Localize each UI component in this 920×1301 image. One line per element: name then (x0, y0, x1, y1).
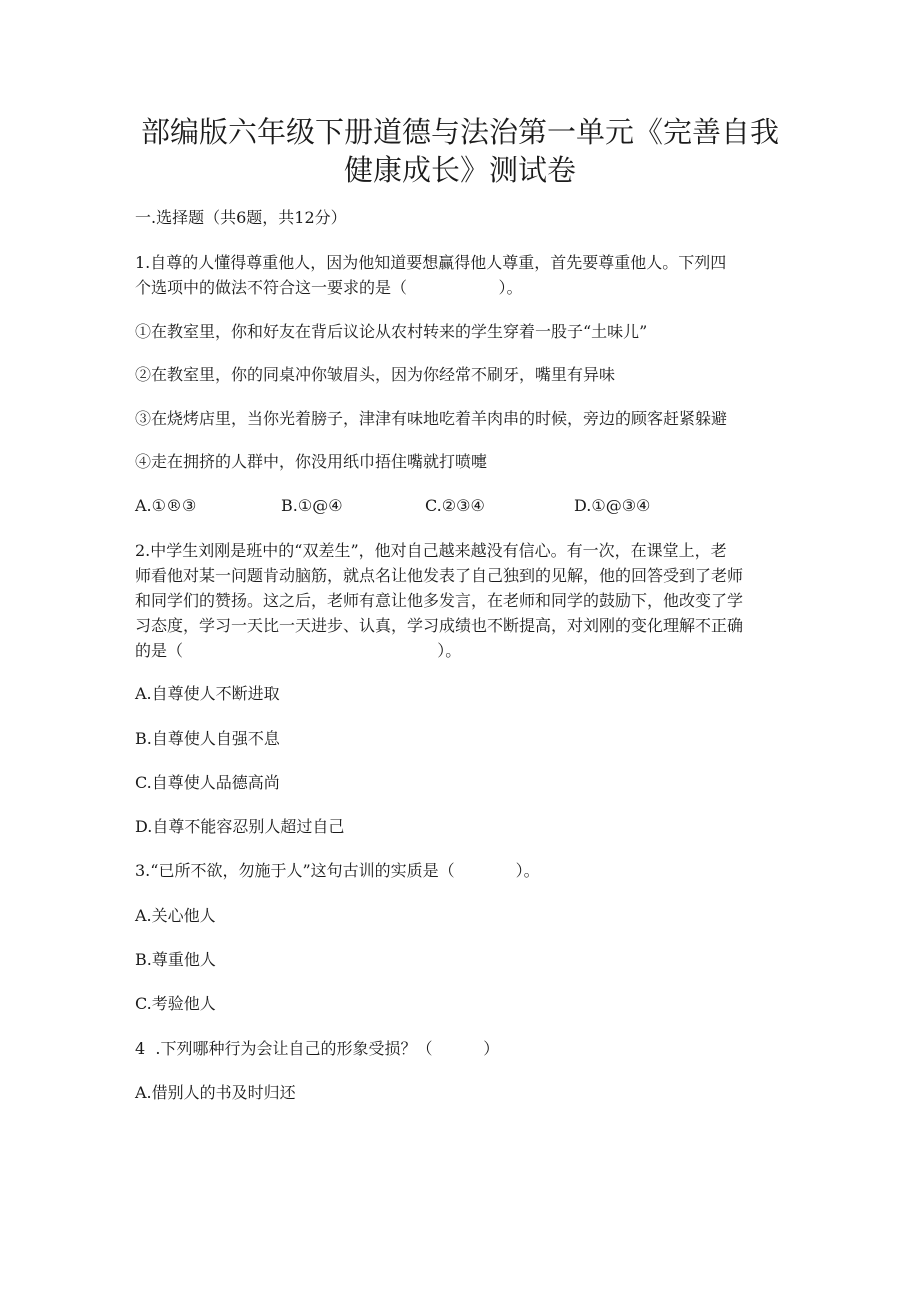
q2-stem-line2: 师看他对某一问题肯动脑筋，就点名让他发表了自己独到的见解，他的回答受到了老师 (135, 566, 744, 585)
q2-choice-a: A.自尊使人不断进取 (135, 684, 280, 703)
q1-choice-c: C.②③④ (425, 496, 485, 515)
q2-choice-b: B.自尊使人自强不息 (135, 729, 280, 748)
q3-stem: 3.“已所不欲，勿施于人”这句古训的实质是（ ）。 (135, 861, 540, 880)
q2-stem-line5: 的是（ ）。 (135, 641, 462, 660)
q3-choice-a: A.关心他人 (135, 906, 216, 925)
q4-stem: 4 .下列哪种行为会让自己的形象受损？（ ） (135, 1039, 500, 1058)
q1-choice-a: A.①®③ (135, 496, 197, 515)
q1-choice-b: B.①@④ (281, 496, 343, 515)
q1-item-4: ④走在拥挤的人群中，你没用纸巾捂住嘴就打喷嚏 (135, 452, 488, 471)
q3-choice-c: C.考验他人 (135, 994, 216, 1013)
q4-choice-a: A.借别人的书及时归还 (135, 1083, 296, 1102)
q2-stem-line4: 习态度，学习一天比一天进步、认真，学习成绩也不断提高，对刘刚的变化理解不正确 (135, 616, 744, 635)
section-heading: 一.选择题（共6题，共12分） (135, 208, 347, 227)
document-title-line1: 部编版六年级下册道德与法治第一单元《完善自我 (140, 115, 779, 149)
document-title-line2: 健康成长》测试卷 (343, 153, 576, 187)
q1-item-2: ②在教室里，你的同桌冲你皱眉头，因为你经常不刷牙，嘴里有异味 (135, 365, 616, 384)
q2-stem-line1: 2.中学生刘刚是班中的“双差生”，他对自己越来越没有信心。有一次，在课堂上，老 (135, 541, 727, 560)
q1-choice-d: D.①@③④ (574, 496, 651, 515)
q1-stem-line2: 个选项中的做法不符合这一要求的是（ ）。 (135, 278, 523, 297)
q2-choice-d: D.自尊不能容忍别人超过自己 (135, 817, 345, 836)
q1-item-3: ③在烧烤店里，当你光着膀子，津津有味地吃着羊肉串的时候，旁边的顾客赶紧躲避 (135, 409, 728, 428)
q3-choice-b: B.尊重他人 (135, 950, 216, 969)
q1-item-1: ①在教室里，你和好友在背后议论从农村转来的学生穿着一股子“土味儿” (135, 322, 648, 341)
q2-choice-c: C.自尊使人品德高尚 (135, 773, 280, 792)
q2-stem-line3: 和同学们的赞扬。这之后，老师有意让他多发言，在老师和同学的鼓励下，他改变了学 (135, 591, 744, 610)
q1-stem-line1: 1.自尊的人懂得尊重他人，因为他知道要想赢得他人尊重，首先要尊重他人。下列四 (135, 253, 727, 272)
